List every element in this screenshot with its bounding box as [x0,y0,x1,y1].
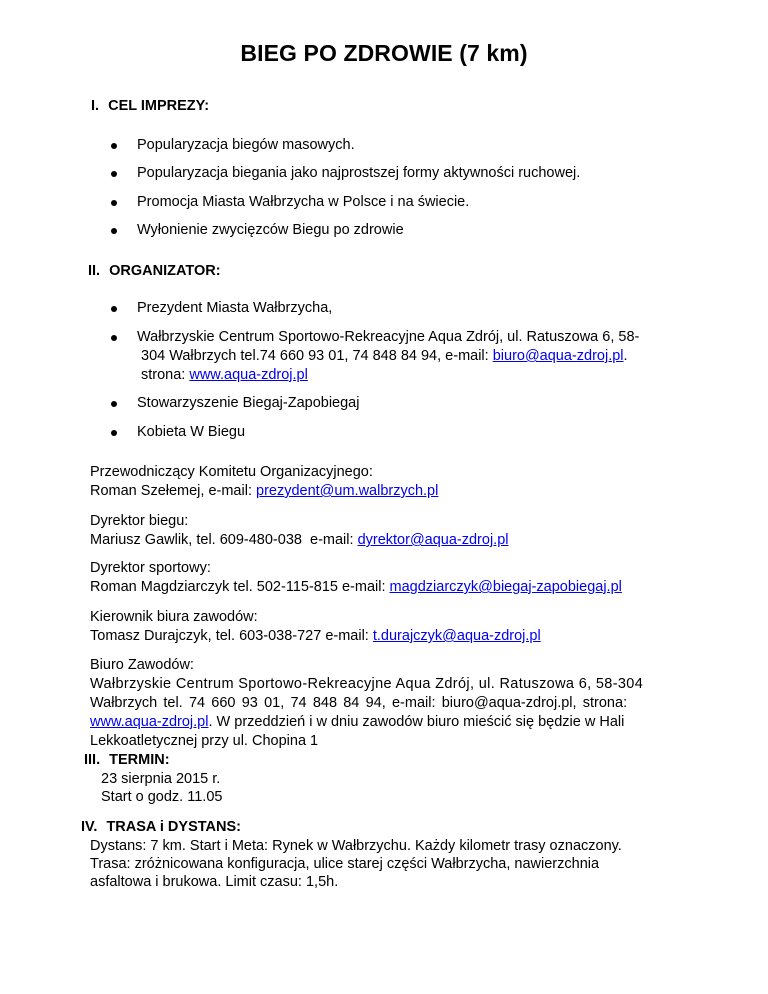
bullet-icon [111,401,117,407]
list-item-text: Wyłonienie zwycięzców Biegu po zdrowie [137,222,404,238]
bullet-icon [111,430,117,436]
email-link[interactable]: t.durajczyk@aqua-zdroj.pl [372,628,541,644]
section-number: IV. [81,819,98,835]
sports-director-block [90,559,680,597]
race-office-contact: Wałbrzych tel. 74 660 93 01, 74 848 84 94, e-mail: biuro@aqua-zdroj.pl, strona: [90,695,628,711]
start-time: Start o godz. 11.05 [101,789,223,805]
section-cel-imprezy-heading [91,98,209,114]
email-link[interactable]: prezydent@um.walbrzych.pl [256,483,439,499]
bullet-icon [111,200,117,206]
sports-director-label: Dyrektor sportowy: [90,560,211,576]
race-office-label: Biuro Zawodów: [90,657,194,673]
list-item-text: Popularyzacja biegów masowych. [137,137,355,153]
race-director-block [90,512,680,550]
document-title: BIEG PO ZDROWIE (7 km) [240,40,528,66]
committee-contact [90,482,680,501]
address-line: Wałbrzyskie Centrum Sportowo-Rekreacyjne Aqua Zdrój, ul. Ratuszowa 6, 58- [137,329,640,345]
sports-director-contact [90,578,680,597]
office-manager-label: Kierownik biura zawodów: [90,609,258,625]
email-link[interactable]: dyrektor@aqua-zdroj.pl [357,532,509,548]
committee-text: Roman Szełemej, e-mail: [90,483,256,499]
list-item-text: Kobieta W Biegu [137,424,246,440]
bullet-icon [111,228,117,234]
section-trasa-heading [81,819,241,835]
section-organizator-heading [88,263,221,279]
contact-text: 304 Wałbrzych tel.74 660 93 01, 74 848 84 94, e-mail: [141,348,493,364]
race-director-contact [90,531,680,550]
office-manager-text: Tomasz Durajczyk, tel. 603-038-727 e-mail: [90,628,373,644]
route-surface: asfaltowa i brukowa. Limit czasu: 1,5h. [90,874,339,890]
website-label: strona: [141,367,190,383]
bullet-icon [111,143,117,149]
race-office-address: Wałbrzyskie Centrum Sportowo-Rekreacyjne Aqua Zdrój, ul. Ratuszowa 6, 58-304 [90,676,644,692]
office-manager-block [90,608,680,646]
contact-line [137,347,727,366]
website-link[interactable]: www.aqua-zdroj.pl [189,367,308,383]
section-number: III. [84,752,101,768]
race-office-block [90,656,680,751]
route-distance: Dystans: 7 km. Start i Meta: Rynek w Wałbrzychu. Każdy kilometr trasy oznaczony. [90,838,622,854]
race-director-label: Dyrektor biegu: [90,513,189,529]
email-link[interactable]: biuro@aqua-zdroj.pl [492,348,624,364]
section-number: II. [88,263,101,279]
section-heading: TERMIN: [109,752,170,768]
website-link[interactable]: www.aqua-zdroj.pl [90,714,209,730]
section-heading: TRASA i DYSTANS: [106,819,241,835]
website-line [137,366,727,385]
race-office-website-line [90,713,680,732]
event-date: 23 sierpnia 2015 r. [101,771,221,787]
list-item-text: Promocja Miasta Wałbrzycha w Polsce i na świecie. [137,194,470,210]
sports-director-text: Roman Magdziarczyk tel. 502-115-815 e-mail: [90,579,390,595]
race-office-venue: Lekkoatletycznej przy ul. Chopina 1 [90,733,319,749]
punctuation: . [623,348,628,364]
bullet-icon [111,171,117,177]
list-item-text [137,328,727,385]
section-number: I. [91,98,100,114]
section-heading: ORGANIZATOR: [109,263,221,279]
section-termin-heading [84,752,170,768]
bullet-icon [111,335,117,341]
race-director-text: Mariusz Gawlik, tel. 609-480-038 e-mail: [90,532,358,548]
race-office-location: . W przeddzień i w dniu zawodów biuro mieścić się będzie w Hali [208,714,625,730]
route-description: Trasa: zróżnicowana konfiguracja, ulice starej części Wałbrzycha, nawierzchnia [90,856,600,872]
committee-label: Przewodniczący Komitetu Organizacyjnego: [90,464,373,480]
email-link[interactable]: magdziarczyk@biegaj-zapobiegaj.pl [389,579,622,595]
bullet-icon [111,306,117,312]
list-item-text: Prezydent Miasta Wałbrzycha, [137,300,333,316]
office-manager-contact [90,627,680,646]
list-item-text: Popularyzacja biegania jako najprostszej formy aktywności ruchowej. [137,165,581,181]
list-item-text: Stowarzyszenie Biegaj-Zapobiegaj [137,395,360,411]
committee-block [90,463,680,501]
section-heading: CEL IMPREZY: [108,98,210,114]
